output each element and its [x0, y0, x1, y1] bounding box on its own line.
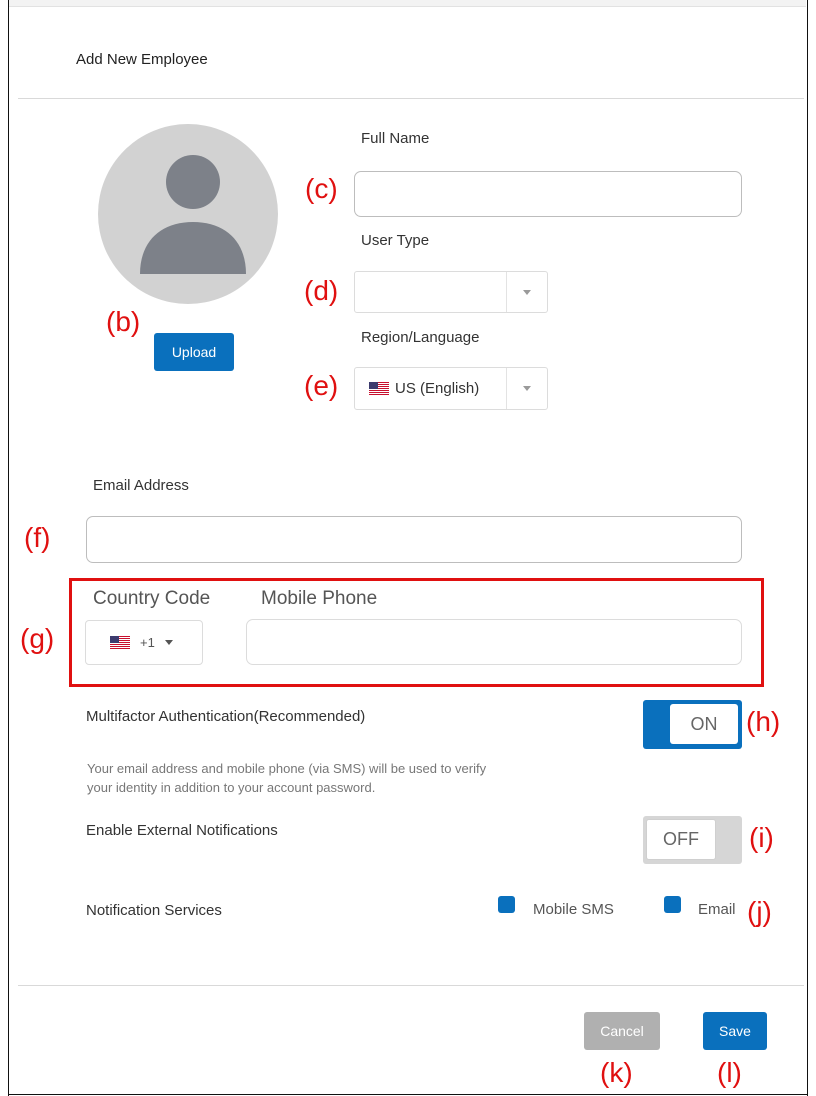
notification-services-label: Notification Services: [86, 902, 222, 919]
country-code-select[interactable]: [85, 620, 203, 665]
chevron-down-icon: [523, 386, 531, 391]
region-dropdown-toggle[interactable]: [506, 368, 547, 409]
annotation-b: (b): [106, 306, 141, 337]
avatar: [98, 124, 278, 304]
user-type-select[interactable]: [354, 271, 548, 313]
mfa-help-text: [87, 759, 557, 797]
frame-left-border: [8, 0, 9, 1096]
mfa-label: Multifactor Authentication(Recommended): [86, 708, 366, 725]
chevron-down-icon: [165, 640, 173, 645]
dialog-title: Add New Employee: [76, 51, 208, 68]
email-option-label: Email: [698, 901, 736, 918]
country-code-label: Country Code: [93, 588, 211, 609]
mfa-toggle[interactable]: [643, 700, 742, 749]
frame-right-border: [807, 0, 808, 1096]
annotation-c: (c): [305, 173, 338, 204]
cancel-button[interactable]: Cancel: [584, 1012, 660, 1050]
mobile-phone-input[interactable]: [246, 619, 742, 665]
annotation-h: (h): [746, 706, 781, 737]
annotation-d: (d): [304, 275, 339, 306]
user-type-label: User Type: [361, 232, 430, 249]
annotation-g: (g): [20, 623, 55, 654]
annotation-f: (f): [24, 522, 51, 553]
region-language-value: US (English): [395, 380, 480, 397]
us-flag-icon: [369, 382, 389, 395]
frame-bottom-border: [8, 1094, 808, 1095]
mfa-help-line-1: Your email address and mobile phone (via SMS) will be used to verify: [87, 761, 487, 776]
upload-button[interactable]: Upload: [154, 333, 234, 371]
region-language-select[interactable]: [354, 367, 548, 410]
external-notifications-label: Enable External Notifications: [86, 822, 278, 839]
annotation-l: (l): [717, 1057, 742, 1088]
region-language-label: Region/Language: [361, 329, 480, 346]
external-notifications-toggle-state: OFF: [646, 819, 716, 860]
external-notifications-toggle[interactable]: [643, 816, 742, 864]
email-input[interactable]: [86, 516, 742, 563]
mfa-toggle-state: ON: [670, 704, 738, 744]
mobile-sms-option-label: Mobile SMS: [533, 901, 614, 918]
annotation-j: (j): [747, 896, 772, 927]
full-name-label: Full Name: [361, 130, 430, 147]
footer-divider: [18, 985, 804, 986]
user-type-dropdown-toggle[interactable]: [506, 272, 547, 312]
background-header-strip: [9, 0, 806, 7]
mobile-sms-checkbox[interactable]: [498, 896, 515, 913]
mobile-phone-label: Mobile Phone: [261, 588, 378, 609]
user-silhouette-icon: [98, 124, 278, 304]
email-label: Email Address: [93, 477, 189, 494]
annotation-i: (i): [749, 822, 774, 853]
country-code-value: +1: [140, 635, 155, 650]
chevron-down-icon: [523, 290, 531, 295]
header-divider: [18, 98, 804, 99]
annotation-k: (k): [600, 1057, 633, 1088]
annotation-e: (e): [304, 370, 339, 401]
mfa-help-line-2: your identity in addition to your account password.: [87, 780, 376, 795]
us-flag-icon: [110, 636, 130, 649]
full-name-input[interactable]: [354, 171, 742, 217]
email-checkbox[interactable]: [664, 896, 681, 913]
save-button[interactable]: Save: [703, 1012, 767, 1050]
